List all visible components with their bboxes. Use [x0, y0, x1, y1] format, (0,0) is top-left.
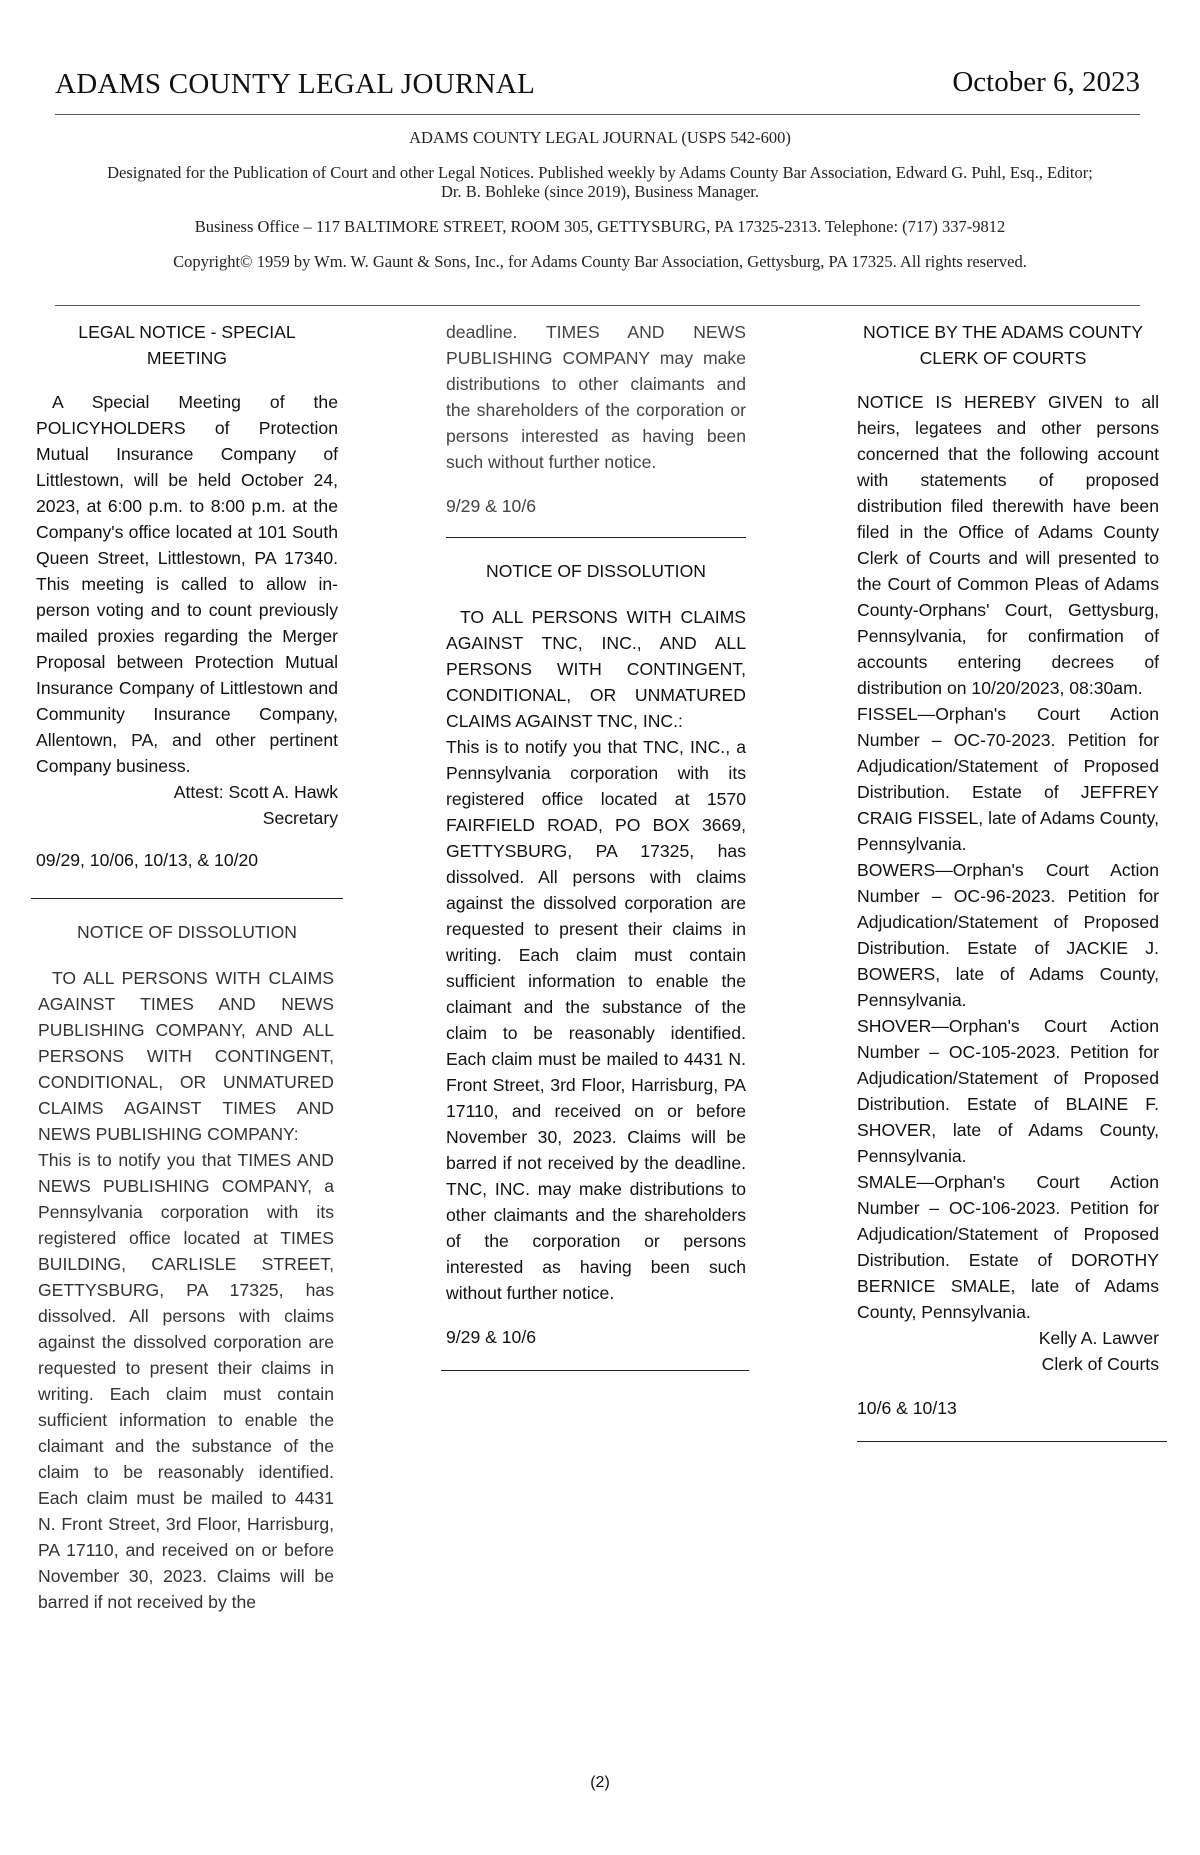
special-meeting-attest-title: Secretary: [262, 808, 338, 828]
special-meeting-title: LEGAL NOTICE - SPECIAL MEETING: [78, 322, 296, 368]
divider: [31, 898, 343, 899]
clerk-signer-title: Clerk of Courts: [1041, 1354, 1159, 1374]
publisher-info: [100, 128, 1100, 287]
dissolution-tnc-title: NOTICE OF DISSOLUTION: [486, 561, 706, 581]
divider: [441, 1370, 749, 1371]
estate-entry: SHOVER—Orphan's Court Action Number – OC-105-2023. Petition for Adjudication/Statement of Proposed Distribution. Estate of BLAINE F. SHOVER, late of Adams County, Pennsylvania.: [857, 1016, 1159, 1166]
page-number: (2): [590, 1774, 610, 1791]
dissolution-tnc-body: This is to notify you that TNC, INC., a Pennsylvania corporation with its registered office located at 1570 FAIRFIELD ROAD, PO BOX 3669, GETTYSBURG, PA 17325, has dissolved. All persons with claims against the dissolved corporation are requested to present their claims in writing. Each claim must contain sufficient information to enable the claimant and the substance of the claim to be reasonably identified. Each claim must be mailed to 4431 N. Front Street, 3rd Floor, Harrisburg, PA 17110, and received on or before November 30, 2023. Claims will be barred if not received by the deadline. TNC, INC. may make distributions to other claimants and the shareholders of the corporation or persons interested as having been such without further notice.: [446, 737, 746, 1303]
special-meeting-body: A Special Meeting of the POLICYHOLDERS of Protection Mutual Insurance Company of Littlestown, will be held October 24, 2023, at 6:00 p.m. to 8:00 p.m. at the Company's office located at 101 South Queen Street, Littlestown, PA 17340. This meeting is called to allow in-person voting and to count previously mailed proxies regarding the Merger Proposal between Protection Mutual Insurance Company of Littlestown and Community Insurance Company, Allentown, PA, and other pertinent Company business.: [36, 392, 338, 776]
column-right: [857, 319, 1159, 1442]
estate-entry: SMALE—Orphan's Court Action Number – OC-106-2023. Petition for Adjudication/Statement of Proposed Distribution. Estate of DOROTHY BERNICE SMALE, late of Adams County, Pennsylvania.: [857, 1172, 1159, 1322]
dissolution-tnc-heading: TO ALL PERSONS WITH CLAIMS AGAINST TNC, INC., AND ALL PERSONS WITH CONTINGENT, CONDITIONAL, OR UNMATURED CLAIMS AGAINST TNC, INC.:: [446, 607, 746, 731]
estate-entry: FISSEL—Orphan's Court Action Number – OC-70-2023. Petition for Adjudication/Statement of Proposed Distribution. Estate of JEFFREY CRAIG FISSEL, late of Adams County, Pennsylvania.: [857, 704, 1159, 854]
masthead: [55, 64, 1140, 115]
clerk-notice-intro: NOTICE IS HEREBY GIVEN to all heirs, legatees and other persons concerned that the following account with statements of proposed distribution filed therewith have been filed in the Office of Adams County Clerk of Courts and will presented to the Court of Common Pleas of Adams County-Orphans' Court, Gettysburg, Pennsylvania, for confirmation of accounts entering decrees of distribution on 10/20/2023, 08:30am.: [857, 392, 1159, 698]
business-office-line: Business Office – 117 BALTIMORE STREET, ROOM 305, GETTYSBURG, PA 17325-2313. Telephone: (717) 337-9812: [194, 217, 1006, 236]
divider: [857, 1441, 1167, 1442]
estate-entry: BOWERS—Orphan's Court Action Number – OC-96-2023. Petition for Adjudication/Statement of Proposed Distribution. Estate of JACKIE J. BOWERS, late of Adams County, Pennsylvania.: [857, 860, 1159, 1010]
dissolution-times-dates: 9/29 & 10/6: [446, 496, 536, 516]
divider: [446, 537, 746, 538]
usps-line: ADAMS COUNTY LEGAL JOURNAL (USPS 542-600): [409, 128, 791, 147]
issue-date: October 6, 2023: [952, 66, 1140, 98]
dissolution-times-body-part1: This is to notify you that TIMES AND NEWS PUBLISHING COMPANY, a Pennsylvania corporation with its registered office located at TIMES BUILDING, CARLISLE STREET, GETTYSBURG, PA 17325, has dissolved. All persons with claims against the dissolved corporation are requested to present their claims in writing. Each claim must contain sufficient information to enable the claimant and the substance of the claim to be reasonably identified. Each claim must be mailed to 4431 N. Front Street, 3rd Floor, Harrisburg, PA 17110, and received on or before November 30, 2023. Claims will be barred if not received by the: [38, 1150, 334, 1612]
header-divider: [55, 305, 1140, 306]
special-meeting-attest: Attest: Scott A. Hawk: [173, 782, 338, 802]
dissolution-times-heading: TO ALL PERSONS WITH CLAIMS AGAINST TIMES AND NEWS PUBLISHING COMPANY, AND ALL PERSONS WITH CONTINGENT, CONDITIONAL, OR UNMATURED CLAIMS AGAINST TIMES AND NEWS PUBLISHING COMPANY:: [38, 968, 334, 1144]
special-meeting-dates: 09/29, 10/06, 10/13, & 10/20: [36, 850, 259, 870]
copyright-line: Copyright© 1959 by Wm. W. Gaunt & Sons, Inc., for Adams County Bar Association, Gettysburg, PA 17325. All rights reserved.: [173, 252, 1027, 271]
clerk-notice-dates: 10/6 & 10/13: [857, 1398, 957, 1418]
dissolution-times-body-part2: deadline. TIMES AND NEWS PUBLISHING COMPANY may make distributions to other claimants and the shareholders of the corporation or persons interested as having been such without further notice.: [446, 322, 746, 472]
designation-line: Designated for the Publication of Court and other Legal Notices. Published weekly by Adams County Bar Association, Edward G. Puhl, Esq., Editor; Dr. B. Bohleke (since 2019), Business Manager.: [107, 163, 1093, 201]
column-left: [36, 319, 338, 1615]
column-middle: [446, 319, 746, 1371]
publication-title: ADAMS COUNTY LEGAL JOURNAL: [55, 68, 536, 100]
clerk-notice-title: NOTICE BY THE ADAMS COUNTY CLERK OF COURTS: [863, 322, 1143, 368]
dissolution-tnc-dates: 9/29 & 10/6: [446, 1327, 536, 1347]
dissolution-times-title: NOTICE OF DISSOLUTION: [77, 922, 297, 942]
clerk-signer: Kelly A. Lawver: [1038, 1328, 1159, 1348]
